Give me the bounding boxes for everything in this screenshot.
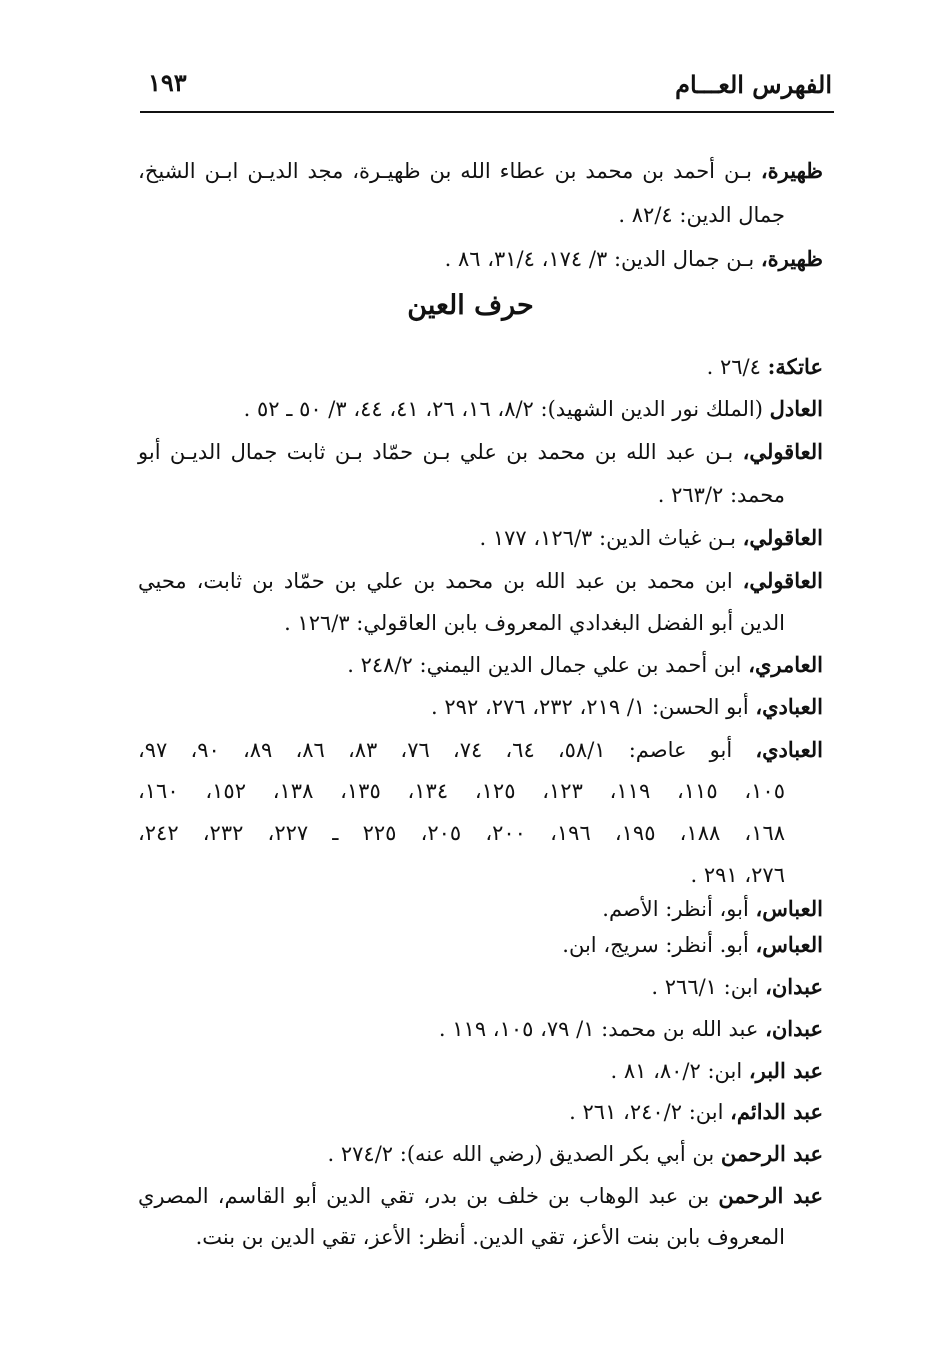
header-rule — [140, 111, 834, 113]
entry-headword: ظهيرة، — [760, 158, 823, 183]
running-title: الفهرس العـــام — [675, 70, 832, 99]
entry-text: المعروف بابن بنت الأعز، تقي الدين. أنظر: الأعز، تقي الدين بن بنت. — [195, 1225, 785, 1249]
entry-headword: عبد الدائم، — [730, 1099, 823, 1124]
entry-headword: عبد الرحمن — [718, 1183, 823, 1208]
entry-text: ابن: ٨٠/٢، ٨١ . — [610, 1059, 749, 1083]
index-entry — [138, 437, 823, 467]
entry-headword: العاقولي، — [742, 525, 823, 550]
entry-headword: ظهيرة، — [760, 246, 823, 271]
index-entry — [138, 735, 823, 765]
page-header — [140, 62, 832, 102]
entry-text: بـن جمال الدين: ٣/ ١٧٤، ٣١/٤، ٨٦ . — [444, 247, 761, 271]
index-entry — [602, 894, 823, 924]
entry-headword: العادل — [769, 396, 823, 421]
index-entry — [431, 692, 823, 722]
index-entry-continuation — [658, 480, 785, 510]
entry-text: بـن غياث الدين: ١٢٦/٣، ١٧٧ . — [479, 526, 743, 550]
index-entry — [138, 1181, 823, 1211]
entry-headword: العباس، — [755, 896, 823, 921]
entry-headword: العبادي، — [755, 737, 824, 762]
entry-headword: العاقولي، — [742, 439, 823, 464]
entry-text: (الملك نور الدين الشهيد): ٨/٢، ١٦، ٢٦، ٤١، ٤٤، ٣/ ٥٠ ـ ٥٢ . — [243, 397, 770, 421]
entry-text: ٢٧٦، ٢٩١ . — [690, 863, 785, 887]
entry-text: الدين أبو الفضل البغدادي المعروف بابن العاقولي: ١٢٦/٣ . — [284, 611, 785, 635]
entry-text: جمال الدين: ٨٢/٤ . — [618, 203, 785, 227]
entry-headword: عبدان، — [765, 1016, 823, 1041]
index-entry — [445, 244, 823, 274]
index-entry-continuation — [196, 1222, 785, 1252]
entry-text: بـن أحمد بن محمد بن عطاء الله بن ظهيـرة، مجد الديـن ابـن الشيخ، — [138, 159, 761, 183]
index-entry-continuation — [691, 860, 786, 890]
index-entry — [562, 930, 823, 960]
entry-headword: العبادي، — [755, 694, 823, 719]
index-entry-continuation — [284, 608, 785, 638]
entry-text: ٢٦/٤ . — [706, 355, 768, 379]
entry-text: ابن: ٢٦٦/١ . — [651, 975, 766, 999]
entry-text: أبو، أنظر: الأصم. — [602, 897, 756, 921]
entry-text: ١٠٥، ١١٥، ١١٩، ١٢٣، ١٢٥، ١٣٤، ١٣٥، ١٣٨، ١٥٢، ١٦٠، — [138, 779, 785, 803]
entry-headword: العامري، — [748, 652, 823, 677]
index-entry — [707, 352, 823, 382]
entry-text: بن أبي بكر الصديق (رضي الله عنه): ٢٧٤/٢ . — [327, 1142, 721, 1166]
index-entry-continuation — [138, 776, 785, 806]
entry-text: ابن محمد بن عبد الله بن محمد بن علي بن حمّاد بن ثابت، محيي — [138, 569, 743, 593]
entry-text: بـن عبد الله بن محمد بن علي بـن حمّاد بـن ثابت جمال الديـن أبو — [138, 440, 743, 464]
entry-headword: عاتكة: — [767, 354, 823, 379]
entry-text: أبو عاصم: ٥٨/١، ٦٤، ٧٤، ٧٦، ٨٣، ٨٦، ٨٩، ٩٠، ٩٧، — [138, 738, 756, 762]
index-entry — [479, 523, 823, 553]
index-entry — [439, 1014, 823, 1044]
index-entry — [569, 1097, 823, 1127]
page-number: ١٩٣ — [148, 68, 187, 97]
entry-headword: عبد البر، — [748, 1058, 823, 1083]
entry-headword: العباس، — [755, 932, 823, 957]
entry-text: ابن: ٢٤٠/٢، ٢٦١ . — [569, 1100, 731, 1124]
entry-text: عبد الله بن محمد: ١/ ٧٩، ١٠٥، ١١٩ . — [438, 1017, 766, 1041]
entry-text: ابن أحمد بن علي جمال الدين اليمني: ٢٤٨/٢ . — [347, 653, 749, 677]
index-entry — [347, 650, 823, 680]
index-entry-continuation — [138, 818, 785, 848]
entry-text: محمد: ٢٦٣/٢ . — [657, 483, 785, 507]
index-entry — [328, 1139, 823, 1169]
section-title: حرف العين — [407, 290, 534, 321]
entry-headword: العاقولي، — [742, 568, 823, 593]
entry-text: أبو الحسن: ١/ ٢١٩، ٢٣٢، ٢٧٦، ٢٩٢ . — [431, 695, 756, 719]
entry-headword: عبدان، — [765, 974, 823, 999]
entry-text: بن عبد الوهاب بن خلف بن بدر، تقي الدين أبو القاسم، المصري — [138, 1184, 719, 1208]
entry-text: أبو. أنظر: سريج، ابن. — [562, 933, 756, 957]
index-entry — [651, 972, 823, 1002]
index-entry — [138, 566, 823, 596]
index-entry — [244, 394, 823, 424]
index-entry-continuation — [618, 200, 785, 230]
entry-headword: عبد الرحمن — [720, 1141, 823, 1166]
entry-text: ١٦٨، ١٨٨، ١٩٥، ١٩٦، ٢٠٠، ٢٠٥، ٢٢٥ ـ ٢٢٧، ٢٣٢، ٢٤٢، — [138, 821, 786, 845]
index-entry — [610, 1056, 823, 1086]
index-entry — [138, 156, 823, 186]
